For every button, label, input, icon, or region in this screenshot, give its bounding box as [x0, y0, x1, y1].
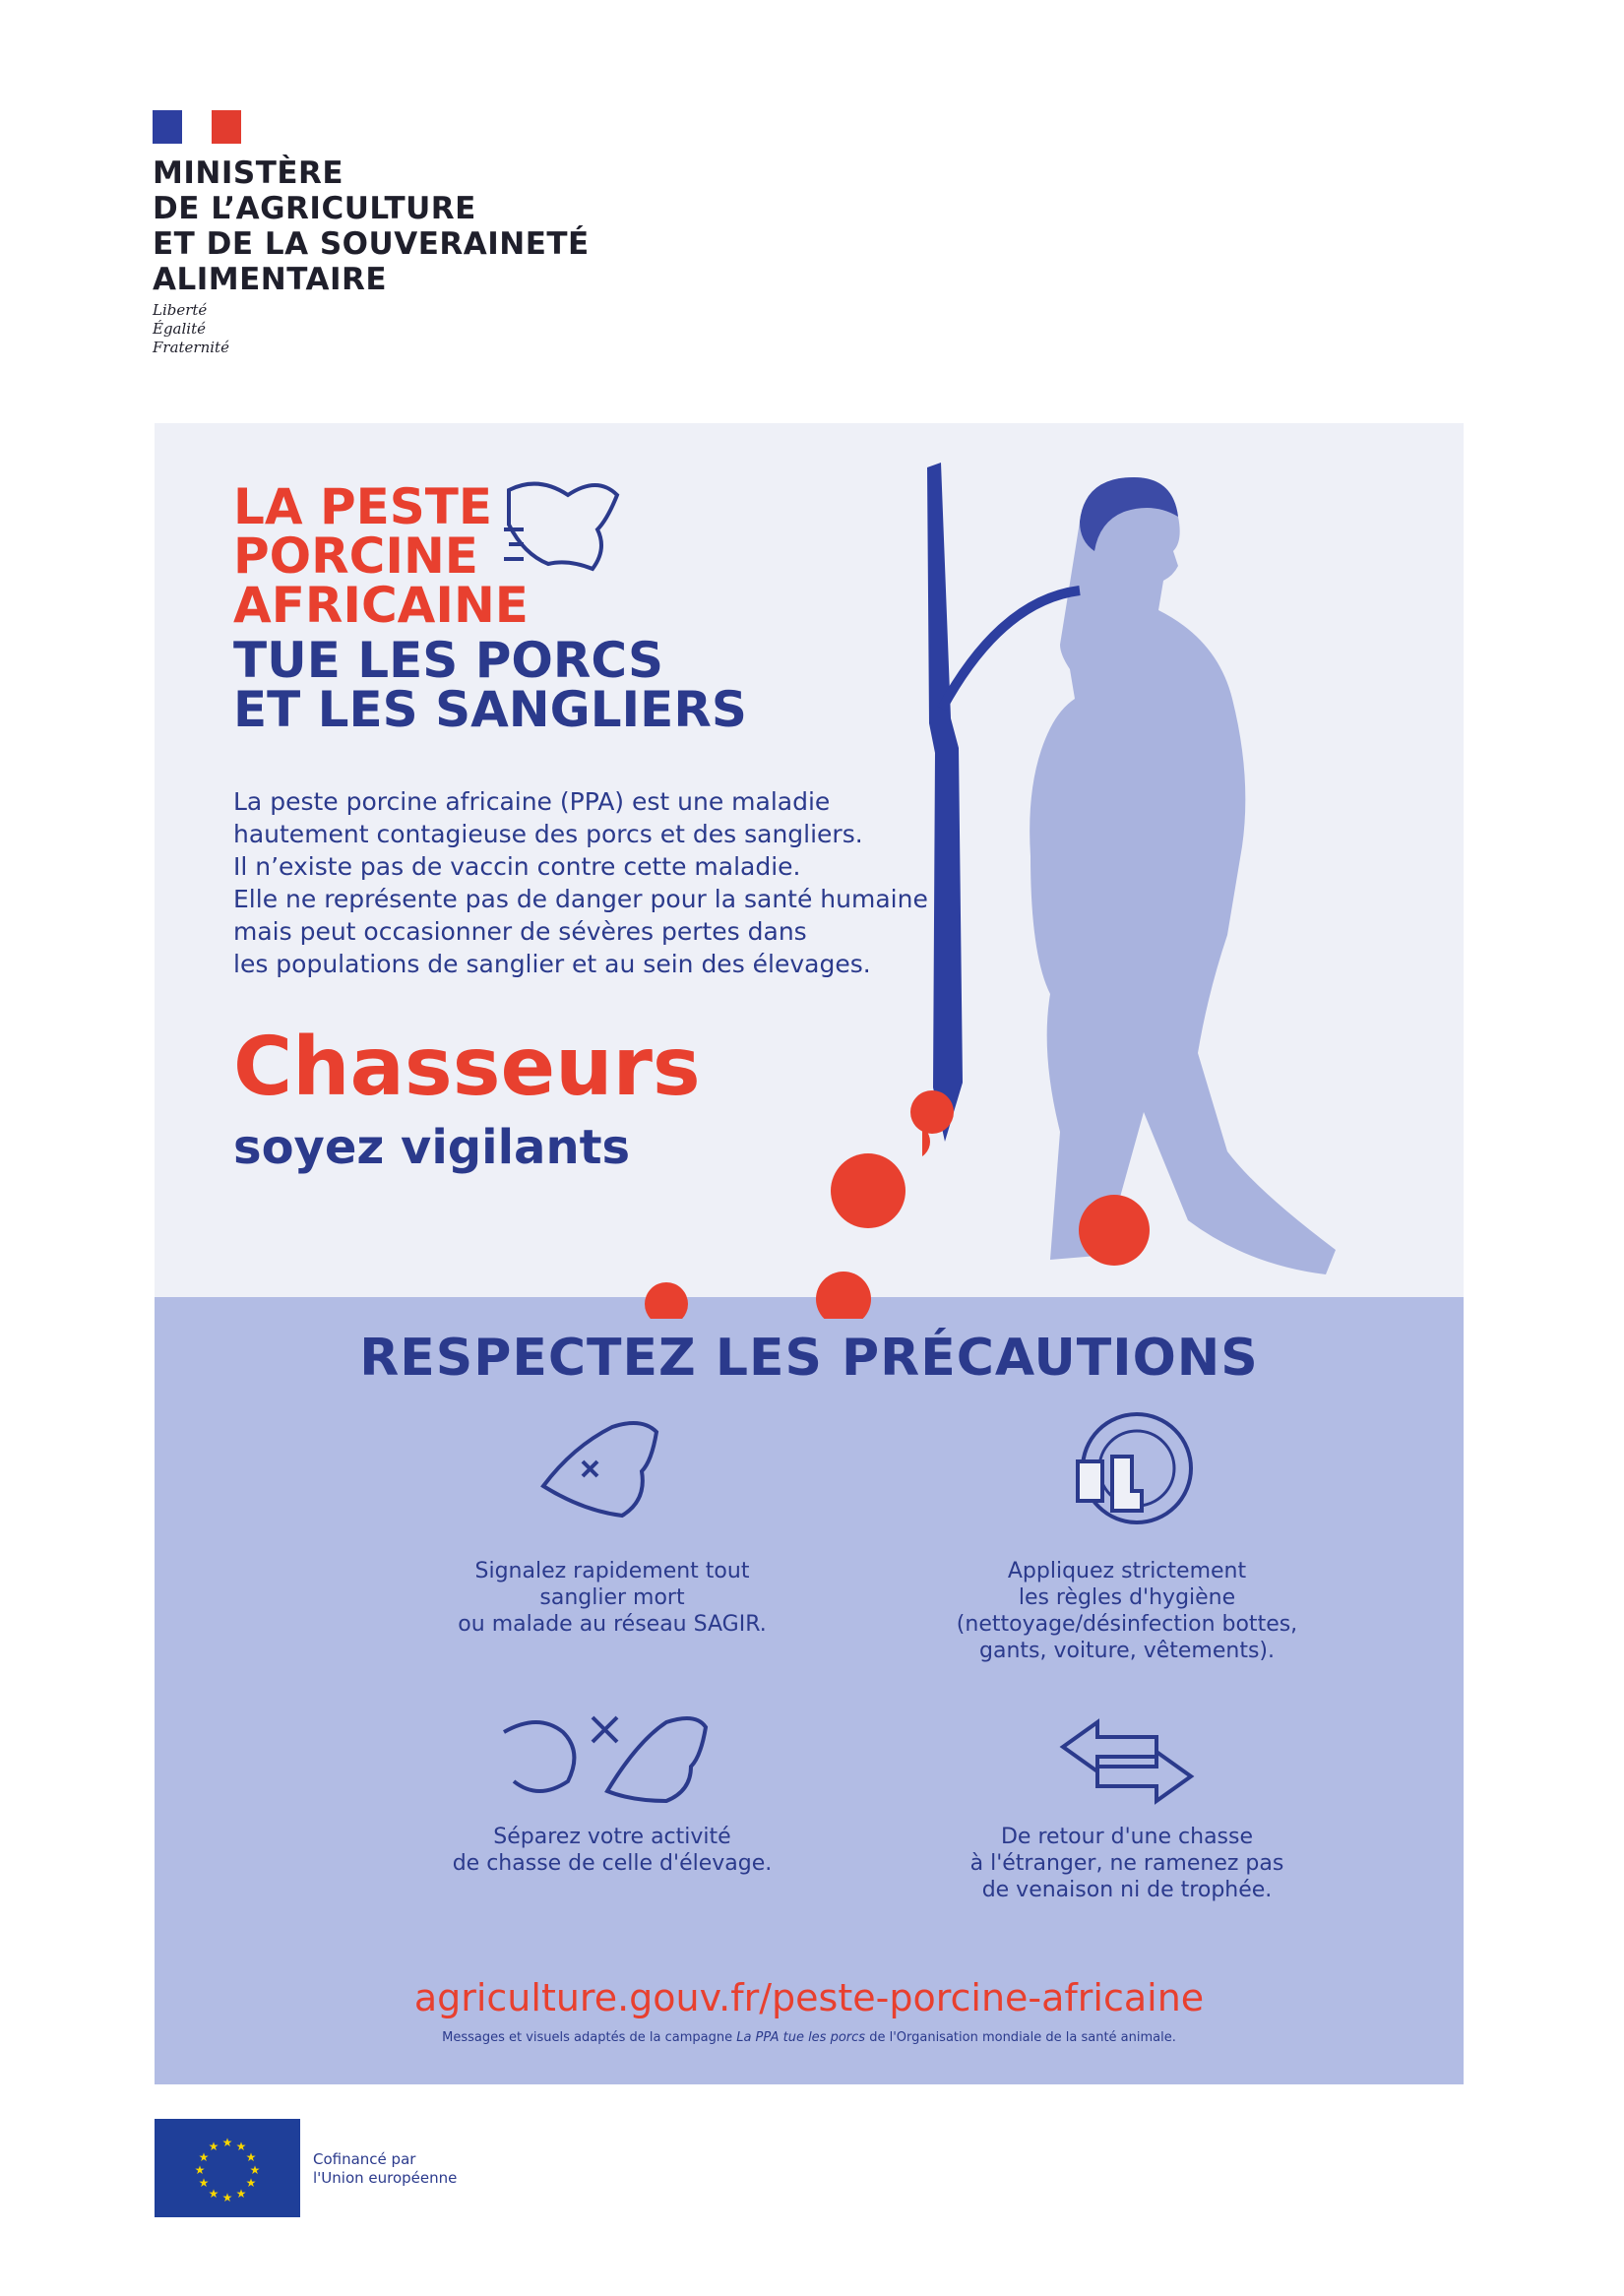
- republic-motto: [153, 301, 229, 357]
- french-flag-icon: [153, 110, 241, 144]
- precaution-caption-4: [901, 1824, 1353, 1903]
- title-blue: [233, 632, 747, 738]
- credit-text: Messages et visuels adaptés de la campagne: [442, 2030, 737, 2045]
- travel-arrows-icon: [1058, 1712, 1196, 1811]
- svg-text:★: ★: [198, 2176, 210, 2190]
- ministry-line: DE L’AGRICULTURE: [153, 191, 476, 226]
- separate-pig-boar-icon: [499, 1703, 716, 1811]
- intro-line: Il n’existe pas de vaccin contre cette maladie.: [233, 852, 801, 881]
- precaution-caption-3: [386, 1824, 839, 1877]
- eu-text-line: l'Union européenne: [313, 2169, 458, 2187]
- precautions-heading: RESPECTEZ LES PRÉCAUTIONS: [359, 1329, 1259, 1388]
- svg-text:★: ★: [198, 2150, 210, 2164]
- campaign-url[interactable]: agriculture.gouv.fr/peste-porcine-africaine: [413, 1976, 1205, 2019]
- headline: Chasseurs: [233, 1021, 701, 1114]
- ministry-line: MINISTÈRE: [153, 155, 344, 191]
- virus-icon: [1079, 1195, 1150, 1266]
- svg-text:★: ★: [245, 2176, 257, 2190]
- motto-line: Liberté: [153, 301, 208, 319]
- svg-text:★: ★: [208, 2140, 219, 2153]
- ministry-name: [153, 155, 590, 297]
- ministry-line: ET DE LA SOUVERAINETÉ: [153, 226, 590, 262]
- motto-line: Fraternité: [153, 339, 229, 356]
- poster-bottom-band: [155, 1297, 1464, 2084]
- title-line: ET LES SANGLIERS: [233, 681, 747, 738]
- motto-line: Égalité: [153, 320, 206, 338]
- caption-line: gants, voiture, vêtements).: [979, 1639, 1275, 1663]
- ministry-line: ALIMENTAIRE: [153, 262, 388, 297]
- svg-text:★: ★: [221, 2136, 233, 2149]
- title-line: PORCINE: [233, 527, 478, 585]
- svg-text:★: ★: [208, 2187, 219, 2201]
- title-line: TUE LES PORCS: [233, 632, 663, 689]
- credit-campaign-name: La PPA tue les porcs: [736, 2030, 866, 2045]
- rifle-strap: [942, 590, 1080, 709]
- virus-icon: [831, 1153, 906, 1228]
- intro-line: La peste porcine africaine (PPA) est une maladie: [233, 787, 831, 816]
- campaign-credit: [155, 2030, 1464, 2045]
- caption-line: De retour d'une chasse: [1000, 1825, 1254, 1849]
- intro-line: hautement contagieuse des porcs et des sangliers.: [233, 820, 863, 848]
- title-red: [233, 478, 529, 634]
- caption-line: ou malade au réseau SAGIR.: [458, 1612, 767, 1637]
- caption-line: Séparez votre activité: [493, 1825, 731, 1849]
- precaution-caption-2: [901, 1558, 1353, 1664]
- intro-line: les populations de sanglier et au sein des élevages.: [233, 950, 871, 978]
- svg-text:★: ★: [235, 2187, 247, 2201]
- caption-line: Appliquez strictement: [1007, 1559, 1247, 1583]
- svg-text:★: ★: [221, 2191, 233, 2204]
- svg-text:★: ★: [194, 2163, 206, 2177]
- eu-cofunding-text: [313, 2150, 457, 2188]
- hunter-body: [1030, 477, 1336, 1274]
- intro-paragraph: [233, 785, 928, 980]
- eu-text-line: Cofinancé par: [313, 2150, 416, 2168]
- caption-line: de venaison ni de trophée.: [981, 1878, 1273, 1902]
- caption-line: (nettoyage/désinfection bottes,: [956, 1612, 1298, 1637]
- hygiene-gear-icon: [1058, 1407, 1196, 1535]
- caption-line: de chasse de celle d'élevage.: [452, 1851, 773, 1876]
- svg-text:★: ★: [235, 2140, 247, 2153]
- rifle-icon: [927, 463, 963, 1142]
- credit-text: de l'Organisation mondiale de la santé animale.: [865, 2030, 1176, 2045]
- virus-icon: [645, 1282, 688, 1319]
- svg-text:★: ★: [245, 2150, 257, 2164]
- title-line: LA PESTE: [233, 478, 493, 535]
- intro-line: Elle ne représente pas de danger pour la santé humaine: [233, 885, 928, 913]
- eu-flag-icon: [155, 2119, 300, 2217]
- subheadline: soyez vigilants: [233, 1120, 631, 1175]
- svg-text:★: ★: [249, 2163, 261, 2177]
- caption-line: à l'étranger, ne ramenez pas: [969, 1851, 1284, 1876]
- caption-line: les règles d'hygiène: [1018, 1585, 1236, 1610]
- caption-line: sanglier mort: [539, 1585, 685, 1610]
- title-line: AFRICAINE: [233, 577, 529, 634]
- dead-boar-icon: [538, 1417, 666, 1525]
- caption-line: Signalez rapidement tout: [474, 1559, 750, 1583]
- intro-line: mais peut occasionner de sévères pertes dans: [233, 917, 807, 946]
- boar-head-icon: [499, 470, 627, 579]
- poster: [155, 423, 1464, 2084]
- virus-icon: [816, 1272, 871, 1319]
- precaution-caption-1: [386, 1558, 839, 1638]
- marianne-logo: [153, 110, 241, 144]
- virus-icon: [910, 1090, 954, 1134]
